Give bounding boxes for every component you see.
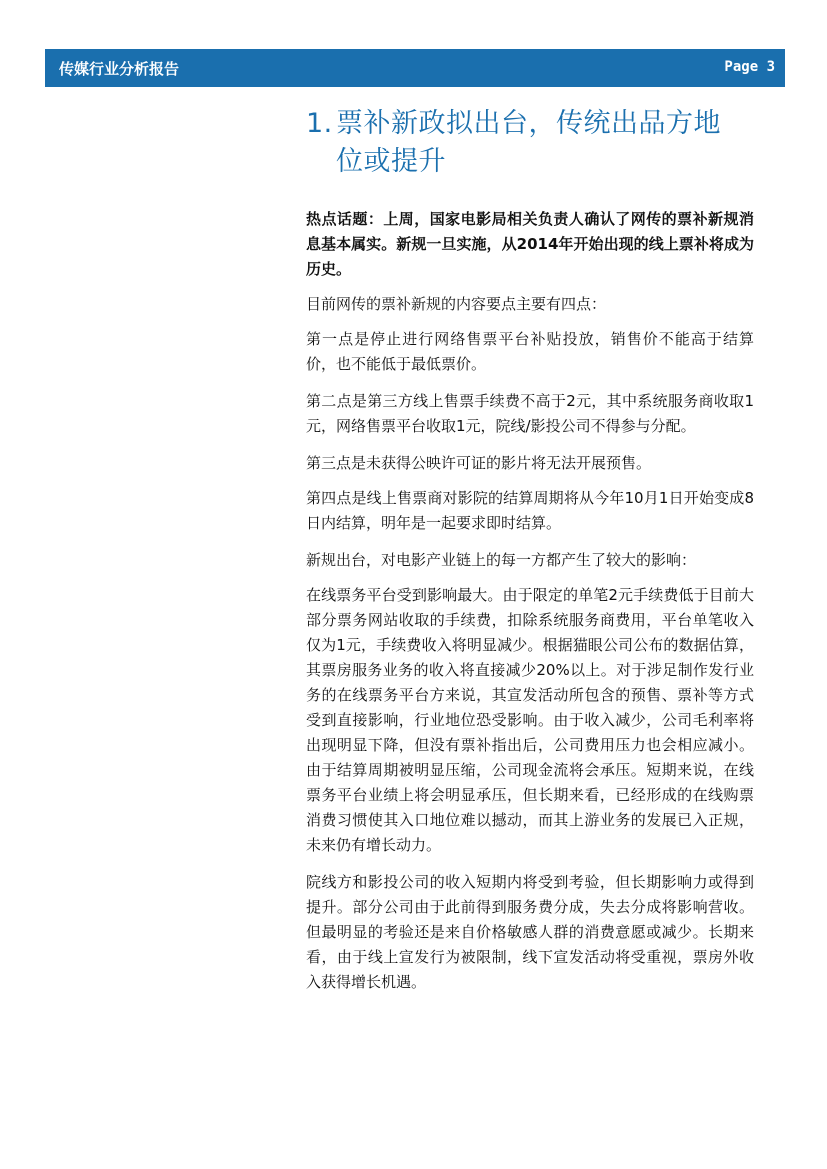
hot-topic-paragraph: 热点话题：上周，国家电影局相关负责人确认了网传的票补新规消息基本属实。新规一旦实施，从2014年开始出现的线上票补将成为历史。 — [306, 210, 754, 278]
paragraph-online-platforms: 在线票务平台受到影响最大。由于限定的单笔2元手续费低于目前大部分票务网站收取的手续费，扣除系统服务商费用，平台单笔收入仅为1元，手续费收入将明显减少。根据猫眼公司公布的数据估算，其票房服务业务的收入将直接减少20%以上。对于涉足制作发行业务的在线票务平台方来说，其宣发活动所包含的预售、票补等方式受到直接影响，行业地位恐受影响。由于收入减少，公司毛利率将出现明显下降，但没有票补指出后，公司费用压力也会相应减小。由于结算周期被明显压缩，公司现金流将会承压。短期来说，在线票务平台业绩上将会明显承压，但长期来看，已经形成的在线购票消费习惯使其入口地位难以撼动，而其上游业务的发展已入正规，未来仍有增长动力。 — [306, 586, 754, 854]
paragraph-point-2: 第二点是第三方线上售票手续费不高于2元，其中系统服务商收取1元，网络售票平台收取1元，院线/影投公司不得参与分配。 — [306, 392, 754, 435]
header-bar — [45, 49, 785, 87]
section-heading — [306, 105, 754, 181]
section-title-line1: 票补新政拟出台，传统出品方地 — [336, 108, 721, 139]
paragraph-point-3: 第三点是未获得公映许可证的影片将无法开展预售。 — [306, 454, 652, 472]
paragraph-intro-points: 目前网传的票补新规的内容要点主要有四点： — [306, 295, 607, 313]
section-title-line2: 位或提升 — [336, 146, 446, 177]
paragraph-cinema-chains: 院线方和影投公司的收入短期内将受到考验，但长期影响力或得到提升。部分公司由于此前得到服务费分成，失去分成将影响营收。但最明显的考验还是来自价格敏感人群的消费意愿或减少。长期来看，由于线上宣发行为被限制，线下宣发活动将受重视，票房外收入获得增长机遇。 — [306, 873, 754, 991]
main-content — [306, 105, 754, 1007]
paragraph-point-1: 第一点是停止进行网络售票平台补贴投放，销售价不能高于结算价，也不能低于最低票价。 — [306, 330, 754, 373]
page-number: Page 3 — [724, 59, 775, 75]
paragraph-impact-intro: 新规出台，对电影产业链上的每一方都产生了较大的影响： — [306, 551, 697, 569]
report-title: 传媒行业分析报告 — [59, 60, 180, 78]
paragraph-point-4: 第四点是线上售票商对影院的结算周期将从今年10月1日开始变成8日内结算，明年是一起要求即时结算。 — [306, 489, 754, 532]
section-number: 1. — [306, 108, 333, 139]
